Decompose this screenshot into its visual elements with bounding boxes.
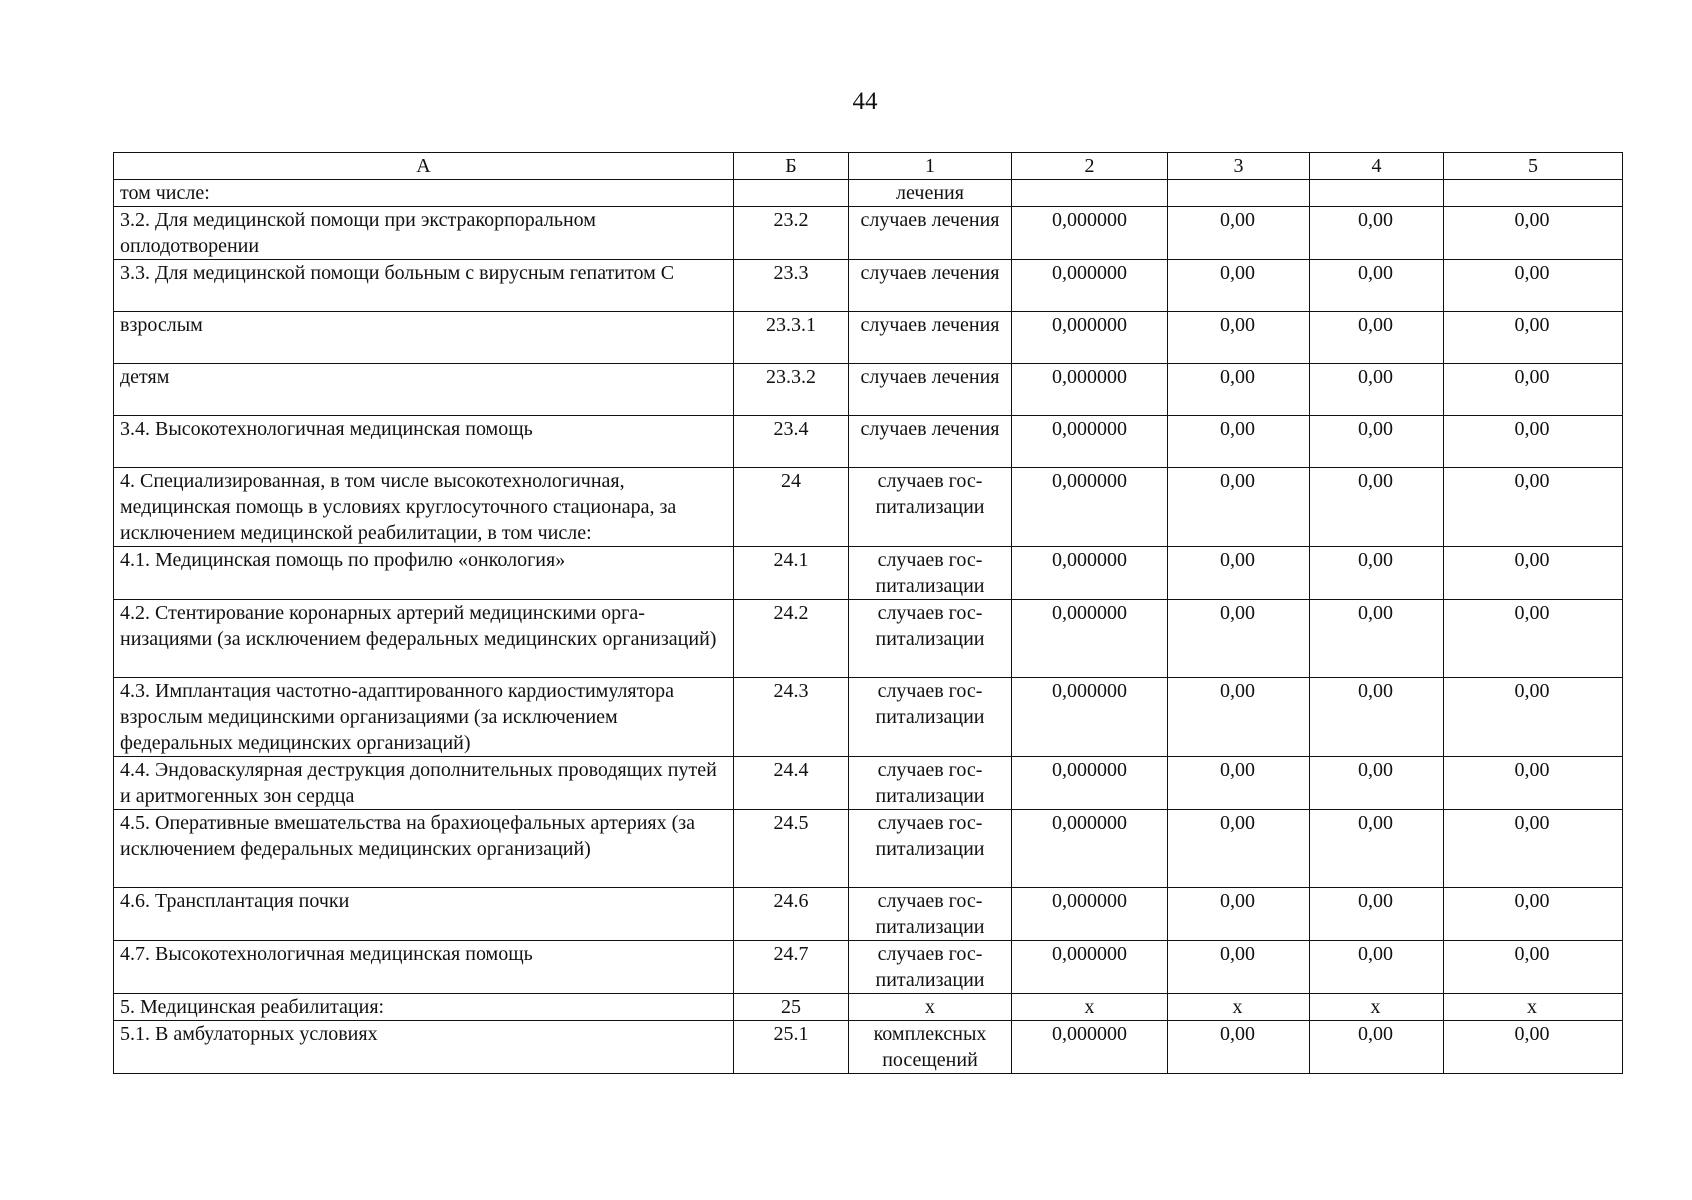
page-number: 44: [852, 88, 878, 115]
cell-description: 5. Медицинская реабилитация:: [114, 994, 734, 1021]
cell-col-3: [1168, 180, 1310, 207]
cell-col-3: 0,00: [1168, 260, 1310, 312]
cell-unit: случаев госпитализации: [849, 757, 1012, 810]
cell-col-4: 0,00: [1310, 207, 1444, 260]
cell-description: 3.3. Для медицинской помощи больным с вирусным гепатитом С: [114, 260, 734, 312]
table-row: [114, 994, 1623, 1021]
table-row: [114, 600, 1623, 678]
cell-col-4: х: [1310, 994, 1444, 1021]
cell-description: 3.4. Высокотехнологичная медицинская помощь: [114, 416, 734, 468]
table-row: [114, 1021, 1623, 1074]
cell-description: 5.1. В амбулаторных условиях: [114, 1021, 734, 1074]
cell-unit: случаев госпитализации: [849, 678, 1012, 757]
cell-code: 23.3: [734, 260, 849, 312]
cell-col-4: 0,00: [1310, 1021, 1444, 1074]
cell-col-2: 0,000000: [1012, 941, 1168, 994]
cell-col-3: 0,00: [1168, 207, 1310, 260]
cell-col-3: 0,00: [1168, 810, 1310, 888]
header-col-4: 4: [1310, 153, 1444, 180]
cell-col-5: 0,00: [1444, 678, 1623, 757]
cell-code: 23.2: [734, 207, 849, 260]
cell-col-4: 0,00: [1310, 312, 1444, 364]
cell-col-2: 0,000000: [1012, 416, 1168, 468]
header-col-1: 1: [849, 153, 1012, 180]
cell-code: 24: [734, 468, 849, 547]
cell-col-4: 0,00: [1310, 600, 1444, 678]
cell-code: 23.4: [734, 416, 849, 468]
cell-col-4: 0,00: [1310, 888, 1444, 941]
cell-col-4: 0,00: [1310, 416, 1444, 468]
cell-col-5: 0,00: [1444, 547, 1623, 600]
cell-code: 23.3.2: [734, 364, 849, 416]
cell-description: 4.5. Оперативные вмешательства на брахиоцефальных артериях (за исключением федеральных медицинских организаций): [114, 810, 734, 888]
cell-code: 25: [734, 994, 849, 1021]
cell-unit: случаев госпитализации: [849, 941, 1012, 994]
cell-col-3: 0,00: [1168, 547, 1310, 600]
table-header-row: [114, 153, 1623, 180]
cell-col-4: 0,00: [1310, 757, 1444, 810]
cell-col-3: 0,00: [1168, 468, 1310, 547]
cell-col-2: 0,000000: [1012, 547, 1168, 600]
cell-col-3: 0,00: [1168, 364, 1310, 416]
cell-col-4: 0,00: [1310, 260, 1444, 312]
table-row: [114, 678, 1623, 757]
cell-unit: случаев лечения: [849, 416, 1012, 468]
header-col-3: 3: [1168, 153, 1310, 180]
cell-description: детям: [114, 364, 734, 416]
cell-description: том числе:: [114, 180, 734, 207]
cell-col-3: 0,00: [1168, 888, 1310, 941]
cell-col-5: 0,00: [1444, 757, 1623, 810]
header-col-b: Б: [734, 153, 849, 180]
cell-col-3: 0,00: [1168, 757, 1310, 810]
cell-col-2: 0,000000: [1012, 600, 1168, 678]
cell-col-5: 0,00: [1444, 888, 1623, 941]
cell-col-2: 0,000000: [1012, 260, 1168, 312]
cell-code: 24.6: [734, 888, 849, 941]
cell-unit: случаев лечения: [849, 260, 1012, 312]
cell-col-2: 0,000000: [1012, 810, 1168, 888]
table-row: [114, 468, 1623, 547]
table-row: [114, 207, 1623, 260]
cell-col-2: 0,000000: [1012, 468, 1168, 547]
cell-col-5: х: [1444, 994, 1623, 1021]
header-col-2: 2: [1012, 153, 1168, 180]
cell-col-3: 0,00: [1168, 678, 1310, 757]
cell-col-5: 0,00: [1444, 312, 1623, 364]
cell-col-5: 0,00: [1444, 207, 1623, 260]
cell-code: 24.3: [734, 678, 849, 757]
cell-code: 24.2: [734, 600, 849, 678]
cell-col-4: [1310, 180, 1444, 207]
cell-unit: случаев госпитализации: [849, 547, 1012, 600]
cell-description: 4.6. Трансплантация почки: [114, 888, 734, 941]
cell-code: 23.3.1: [734, 312, 849, 364]
table-row: [114, 810, 1623, 888]
cell-col-3: 0,00: [1168, 600, 1310, 678]
cell-description: 4.7. Высокотехнологичная медицинская помощь: [114, 941, 734, 994]
table-row: [114, 260, 1623, 312]
cell-unit: случаев лечения: [849, 312, 1012, 364]
table-row: [114, 180, 1623, 207]
cell-unit: случаев лечения: [849, 207, 1012, 260]
cell-description: 4.1. Медицинская помощь по профилю «онкология»: [114, 547, 734, 600]
cell-description: 4. Специализированная, в том числе высокотехнологичная, медицинская помощь в условиях круглосуточного стационара, за исключением медицинской реабилитации, в том числе:: [114, 468, 734, 547]
data-table: [113, 152, 1623, 1074]
cell-col-4: 0,00: [1310, 364, 1444, 416]
table-row: [114, 364, 1623, 416]
cell-col-2: 0,000000: [1012, 364, 1168, 416]
cell-col-2: 0,000000: [1012, 207, 1168, 260]
cell-col-4: 0,00: [1310, 547, 1444, 600]
cell-description: 3.2. Для медицинской помощи при экстракорпоральном оплодотворении: [114, 207, 734, 260]
cell-col-5: 0,00: [1444, 600, 1623, 678]
cell-description: 4.4. Эндоваскулярная деструкция дополнительных проводящих путей и аритмогенных зон сердца: [114, 757, 734, 810]
cell-col-2: 0,000000: [1012, 312, 1168, 364]
cell-col-3: 0,00: [1168, 1021, 1310, 1074]
header-col-a: А: [114, 153, 734, 180]
cell-code: 24.1: [734, 547, 849, 600]
cell-col-4: 0,00: [1310, 468, 1444, 547]
cell-col-3: х: [1168, 994, 1310, 1021]
table-row: [114, 941, 1623, 994]
cell-code: 25.1: [734, 1021, 849, 1074]
cell-col-3: 0,00: [1168, 312, 1310, 364]
cell-code: 24.4: [734, 757, 849, 810]
cell-description: 4.2. Стентирование коронарных артерий медицинскими организациями (за исключением федеральных медицинских организаций): [114, 600, 734, 678]
cell-col-5: 0,00: [1444, 416, 1623, 468]
cell-col-2: [1012, 180, 1168, 207]
cell-unit: случаев госпитализации: [849, 600, 1012, 678]
cell-col-5: 0,00: [1444, 810, 1623, 888]
cell-col-5: 0,00: [1444, 941, 1623, 994]
cell-unit: случаев лечения: [849, 364, 1012, 416]
cell-unit: случаев госпитализации: [849, 468, 1012, 547]
cell-unit: комплексных посещений: [849, 1021, 1012, 1074]
cell-col-3: 0,00: [1168, 941, 1310, 994]
table-row: [114, 416, 1623, 468]
cell-description: взрослым: [114, 312, 734, 364]
cell-col-2: 0,000000: [1012, 888, 1168, 941]
cell-unit: случаев госпитализации: [849, 888, 1012, 941]
cell-col-4: 0,00: [1310, 678, 1444, 757]
cell-col-4: 0,00: [1310, 810, 1444, 888]
cell-code: 24.5: [734, 810, 849, 888]
cell-col-2: 0,000000: [1012, 678, 1168, 757]
cell-col-5: 0,00: [1444, 1021, 1623, 1074]
cell-col-2: 0,000000: [1012, 757, 1168, 810]
table-row: [114, 312, 1623, 364]
cell-col-4: 0,00: [1310, 941, 1444, 994]
cell-code: [734, 180, 849, 207]
table-row: [114, 547, 1623, 600]
table-row: [114, 888, 1623, 941]
cell-col-5: 0,00: [1444, 364, 1623, 416]
cell-unit: случаев госпитализации: [849, 810, 1012, 888]
header-col-5: 5: [1444, 153, 1623, 180]
cell-col-2: 0,000000: [1012, 1021, 1168, 1074]
cell-unit: х: [849, 994, 1012, 1021]
cell-description: 4.3. Имплантация частотно-адаптированного кардиостимулятора взрослым медицинскими организациями (за исключением федеральных медицинских организаций): [114, 678, 734, 757]
cell-unit: лечения: [849, 180, 1012, 207]
cell-col-5: [1444, 180, 1623, 207]
cell-col-5: 0,00: [1444, 260, 1623, 312]
cell-col-2: х: [1012, 994, 1168, 1021]
cell-col-5: 0,00: [1444, 468, 1623, 547]
cell-code: 24.7: [734, 941, 849, 994]
cell-col-3: 0,00: [1168, 416, 1310, 468]
table-row: [114, 757, 1623, 810]
